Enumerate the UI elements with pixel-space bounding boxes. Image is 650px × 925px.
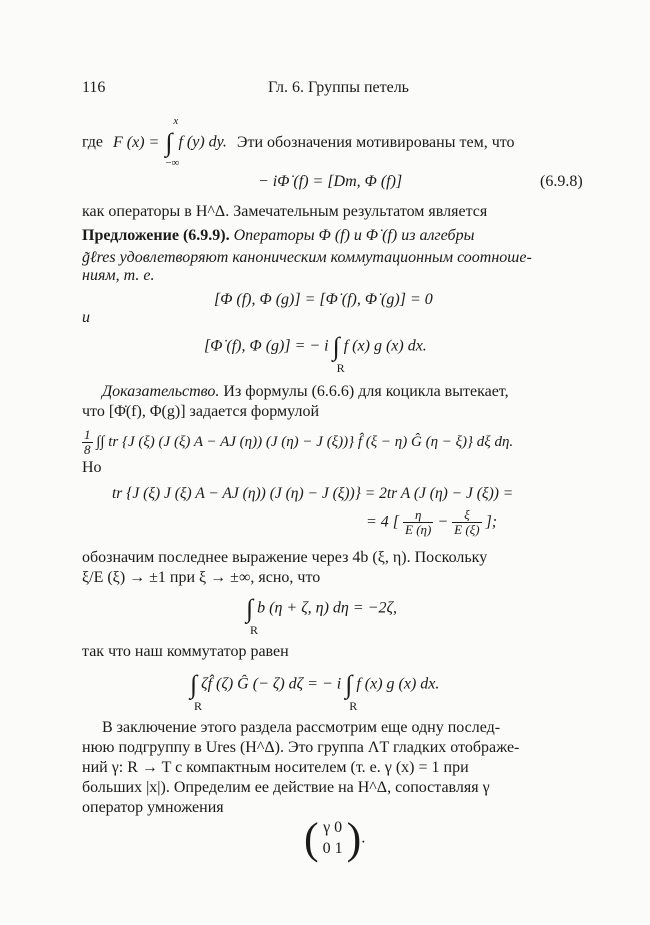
line-operators: как операторы в H^Δ. Замечательным результатом является (82, 203, 488, 220)
paragraph-line-5: оператор умножения (82, 799, 224, 816)
paragraph-line-4: больших |x|). Определим ее действие на H^Δ, сопоставляя γ (82, 779, 490, 796)
integral-upper: x (173, 115, 179, 127)
text-where: где (82, 133, 104, 151)
word-but: Но (82, 459, 102, 476)
equation-b-integral: ∫ R b (η + ζ, η) dη = −2ζ, (246, 594, 397, 637)
integral-sign: ∫ R (345, 670, 358, 713)
proposition-text-1: Операторы Φ (f) и Φ̇ (f) из алгебры (233, 227, 475, 244)
page-number: 116 (82, 79, 106, 96)
running-title: Гл. 6. Группы петель (268, 79, 409, 96)
line-so: так что наш коммутатор равен (82, 643, 289, 660)
integral-sign: ∫ R (332, 332, 345, 375)
equation-commutator-mixed: [Φ̇ (f), Φ (g)] = − i ∫ R f (x) g (x) dx. (204, 332, 427, 375)
integral-sign: ∫ R (246, 594, 259, 637)
proof-text-2: что [Φ̇(f), Φ(g)] задается формулой (82, 403, 320, 420)
paragraph-line-2: нюю подгруппу в Ures (H^Δ). Это группа ΛT гладких отображе- (82, 739, 520, 756)
proposition-text-2: g̃ℓres удовлетворяют каноническим коммутационным соотноше- (82, 249, 532, 266)
multiplication-matrix: ( γ 0 0 1 ). (304, 814, 366, 863)
line-1: где F (x) = ∫ x −∞ f (y) dy. Эти обозначения мотивированы тем, что (82, 115, 515, 169)
line-denote-2: ξ/E (ξ) → ±1 при ξ → ±∞, ясно, что (82, 569, 321, 586)
equation-6-9-8: − iΦ̇ (f) = [Dm, Φ (f)] (258, 173, 403, 190)
proposition-label: Предложение (6.9.9). (82, 227, 230, 244)
text-motivation: Эти обозначения мотивированы тем, что (236, 133, 515, 151)
integral-sign: ∫ x −∞ (165, 115, 180, 169)
proof-line-1 (102, 382, 509, 403)
line-denote-1: обозначим последнее выражение через 4b (ξ, η). Поскольку (82, 549, 488, 566)
equation-trace-2: = 4 [ $\frac{\eta}{E (\eta)}$ − $\frac{\xi}{E (\xi)}$ ]; (366, 507, 498, 538)
paragraph-line-3: ний γ: R → T с компактным носителем (т. е. γ (x) = 1 при (82, 759, 469, 776)
proof-label: Доказательство. (102, 383, 220, 400)
equation-trace-1: tr {J (ξ) J (ξ) A − AJ (η)) (J (η) − J (ξ))} = 2tr A (J (η) − J (ξ)) = (112, 485, 514, 502)
equation-number-6-9-8: (6.9.8) (540, 173, 583, 190)
proposition (82, 226, 474, 247)
proposition-text-3: ниям, т. е. (82, 267, 155, 284)
integral-lower: −∞ (165, 157, 180, 169)
equation-commutator-result: ∫ R ζf̂ (ζ) Ĝ (− ζ) dζ = − i ∫ R f (x) g (x) dx. (190, 670, 440, 713)
proof-text-1: Из формулы (6.6.6) для коцикла вытекает, (223, 383, 509, 400)
word-and: и (82, 309, 90, 326)
integral-sign: ∫ R (190, 670, 203, 713)
equation-commutator-zero: [Φ (f), Φ (g)] = [Φ̇ (f), Φ̇ (g)] = 0 (214, 291, 433, 308)
equation-trace-integral: $\frac{1}{8}$ ∫∫ tr {J (ξ) (J (ξ) A − AJ (η)) (J (η) − J (ξ))} f̂ (ξ − η) Ĝ (η − ξ)} dξ dη. (84, 427, 514, 458)
paragraph-line-1: В заключение этого раздела рассмотрим еще одну послед- (102, 719, 501, 736)
